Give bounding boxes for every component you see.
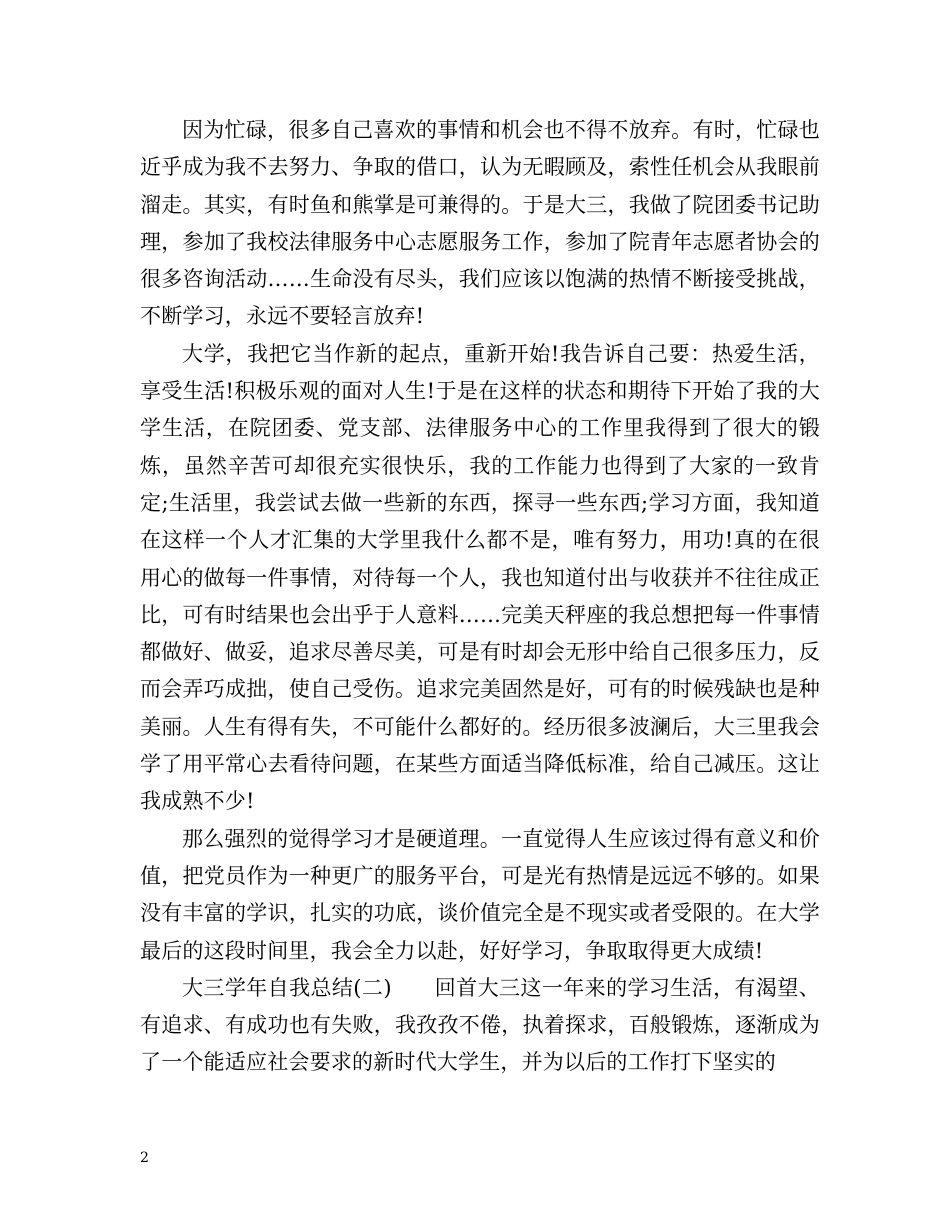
paragraph-1: 因为忙碌，很多自己喜欢的事情和机会也不得不放弃。有时，忙碌也近乎成为我不去努力、争取的借口，认为无暇顾及，索性任机会从我眼前溜走。其实，有时鱼和熊掌是可兼得的。于是大三，我做了院团委书记助理，参加了我校法律服务中心志愿服务工作，参加了院青年志愿者协会的很多咨询活动……生命没有尽头，我们应该以饱满的热情不断接受挑战，不断学习，永远不要轻言放弃! (140, 118, 820, 329)
page-number: 2 (140, 1150, 149, 1166)
paragraph-4: 大三学年自我总结(二) 回首大三这一年来的学习生活，有渴望、有追求、有成功也有失败，我孜孜不倦，执着探求，百般锻炼，逐渐成为了一个能适应社会要求的新时代大学生，并为以后的工作打下坚实的 (140, 975, 820, 1075)
document-body (140, 112, 820, 1082)
paragraph-3: 那么强烈的觉得学习才是硬道理。一直觉得人生应该过得有意义和价值，把党员作为一种更广的服务平台，可是光有热情是远远不够的。如果没有丰富的学识，扎实的功底，谈价值完全是不现实或者受限的。在大学最后的这段时间里，我会全力以赴，好好学习，争取取得更大成绩! (140, 826, 820, 963)
paragraph-2: 大学，我把它当作新的起点，重新开始!我告诉自己要：热爱生活，享受生活!积极乐观的面对人生!于是在这样的状态和期待下开始了我的大学生活，在院团委、党支部、法律服务中心的工作里我得到了很大的锻炼，虽然辛苦可却很充实很快乐，我的工作能力也得到了大家的一致肯定;生活里，我尝试去做一些新的东西，探寻一些东西;学习方面，我知道在这样一个人才汇集的大学里我什么都不是，唯有努力，用功!真的在很用心的做每一件事情，对待每一个人，我也知道付出与收获并不往往成正比，可有时结果也会出乎于人意料……完美天秤座的我总想把每一件事情都做好、做妥，追求尽善尽美，可是有时却会无形中给自己很多压力，反而会弄巧成拙，使自己受伤。追求完美固然是好，可有的时候残缺也是种美丽。人生有得有失，不可能什么都好的。经历很多波澜后，大三里我会学了用平常心去看待问题，在某些方面适当降低标准，给自己减压。这让我成熟不少! (140, 341, 820, 814)
